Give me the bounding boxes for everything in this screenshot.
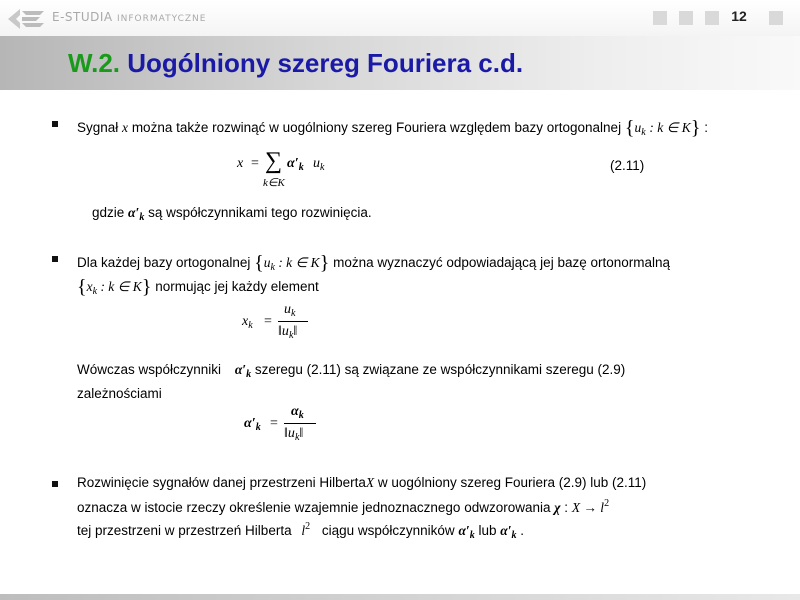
mapping-exponent: 2 <box>604 498 610 509</box>
bullet-2-text-b: można wyznaczyć odpowiadającą jej bazę ortonormalną <box>333 255 671 270</box>
set-u: u <box>634 120 642 135</box>
brand-subtitle: INFORMATYCZNE <box>116 14 207 24</box>
bullet-3-text-a: Rozwinięcie sygnałów danej przestrzeni Hilberta <box>77 475 366 490</box>
bullet-2-line-2 <box>77 274 319 297</box>
footer-line <box>0 594 800 600</box>
bullet-3-line-3 <box>77 521 524 541</box>
set-condition: : k ∈ K <box>649 120 691 135</box>
set-u-sub: k <box>641 127 646 138</box>
mapping-expr: X → l <box>571 500 605 515</box>
sum-symbol: ∑ <box>265 148 283 174</box>
brace-close: } <box>141 276 152 298</box>
nav-last-button[interactable] <box>769 11 783 25</box>
bullet-2-text-c: normując jej każdy element <box>155 279 319 294</box>
header-bar <box>0 0 800 36</box>
brace-open: { <box>77 276 87 298</box>
brace-close: } <box>319 252 330 274</box>
sum-index: k∈K <box>263 177 285 189</box>
rel-denominator: $‖u_k‖$ <box>284 426 304 443</box>
eq-u-k: $u_k$ <box>313 156 325 173</box>
alpha-prime-k-2: $\alpha'_k$ <box>500 523 517 541</box>
equation-label: (2.11) <box>610 158 645 173</box>
eq-alpha-prime: $\alpha'_k$ <box>287 156 304 173</box>
brace-open: { <box>624 117 635 139</box>
then-line-2: zależnościami <box>77 386 162 401</box>
nav-first-button[interactable] <box>653 11 667 25</box>
bullet-1-marker <box>52 121 58 127</box>
bullet-2-marker <box>52 256 58 262</box>
chi-symbol: χ <box>554 500 561 515</box>
where-alpha-prime: $\alpha'_k$ <box>128 205 145 223</box>
where-text-b: są współczynnikami tego rozwinięcia. <box>148 205 372 220</box>
eq-x: x <box>237 156 244 171</box>
page-number: 12 <box>731 8 747 24</box>
then-line-1 <box>77 362 625 380</box>
equation-alpha-relation <box>244 404 334 450</box>
bullet-3-text-f: lub <box>478 523 497 538</box>
bullet-3-text-c: oznacza w istocie rzeczy określenie wzajemnie jednoznacznego odwzorowania <box>77 500 551 515</box>
bullet-3-marker <box>52 481 58 487</box>
rel-equals: = <box>270 416 278 431</box>
norm-equals: = <box>264 314 272 329</box>
then-text-b: szeregu (2.11) są związane ze współczynnikami szeregu (2.9) <box>254 362 626 377</box>
bullet-3-text-d: tej przestrzeni w przestrzeń Hilberta <box>77 523 292 538</box>
space-l2: $l^2$ <box>301 521 311 538</box>
where-line <box>92 205 372 223</box>
where-text-a: gdzie <box>92 205 125 220</box>
set-x-k: $x_k$ : k ∈ K <box>86 279 142 297</box>
norm-x-k: $x_k$ <box>242 314 253 331</box>
brace-close: } <box>690 117 701 139</box>
bullet-3-line-2: oznacza w istocie rzeczy określenie wzajemnie jednoznacznego odwzorowania χ : $X \to l^2$ <box>77 498 610 515</box>
then-alpha-prime: $\alpha'_k$ <box>234 362 252 380</box>
var-x: x <box>122 120 129 135</box>
set-u-k: $u_k$ : k ∈ K <box>263 255 320 273</box>
rel-fraction-line <box>284 423 316 424</box>
eq-equals: = <box>251 156 259 171</box>
alpha-prime-k: $\alpha'_k$ <box>458 523 475 541</box>
bullet-1-colon: : <box>704 120 708 135</box>
e-studia-logo-icon <box>6 5 46 33</box>
bullet-1-text <box>77 115 708 138</box>
norm-numerator: $u_k$ <box>284 302 296 319</box>
norm-denominator: $‖u_k‖$ <box>278 324 298 341</box>
slide-title-number: W.2. <box>68 48 121 78</box>
then-text-a: Wówczas współczynniki <box>77 362 222 377</box>
nav-prev-button[interactable] <box>679 11 693 25</box>
var-X: X <box>365 475 375 490</box>
bullet-1-text-a: Sygnał <box>77 120 119 135</box>
slide-title <box>68 48 523 79</box>
rel-alpha-prime: $\alpha'_k$ <box>244 416 261 433</box>
brand-title: E-STUDIA <box>52 10 113 24</box>
slide-title-text: Uogólniony szereg Fouriera c.d. <box>127 48 524 78</box>
bullet-2-text-a: Dla każdej bazy ortogonalnej <box>77 255 251 270</box>
bullet-3-line-1 <box>77 475 646 491</box>
bullet-3-period: . <box>520 523 525 538</box>
bullet-2-line-1 <box>77 250 670 273</box>
bullet-1-text-b: można także rozwinąć w uogólniony szereg Fouriera względem bazy ortogonalnej <box>131 120 622 135</box>
equation-normalization <box>242 302 322 346</box>
norm-fraction-line <box>278 321 308 322</box>
bullet-3-text-b: w uogólniony szereg Fouriera (2.9) lub (2.11) <box>377 475 647 490</box>
rel-numerator: $\alpha_k$ <box>291 404 304 421</box>
bullet-3-text-e: ciągu współczynników <box>321 523 455 538</box>
nav-next-button[interactable] <box>705 11 719 25</box>
brand-name <box>52 10 206 24</box>
brace-open: { <box>254 252 264 274</box>
